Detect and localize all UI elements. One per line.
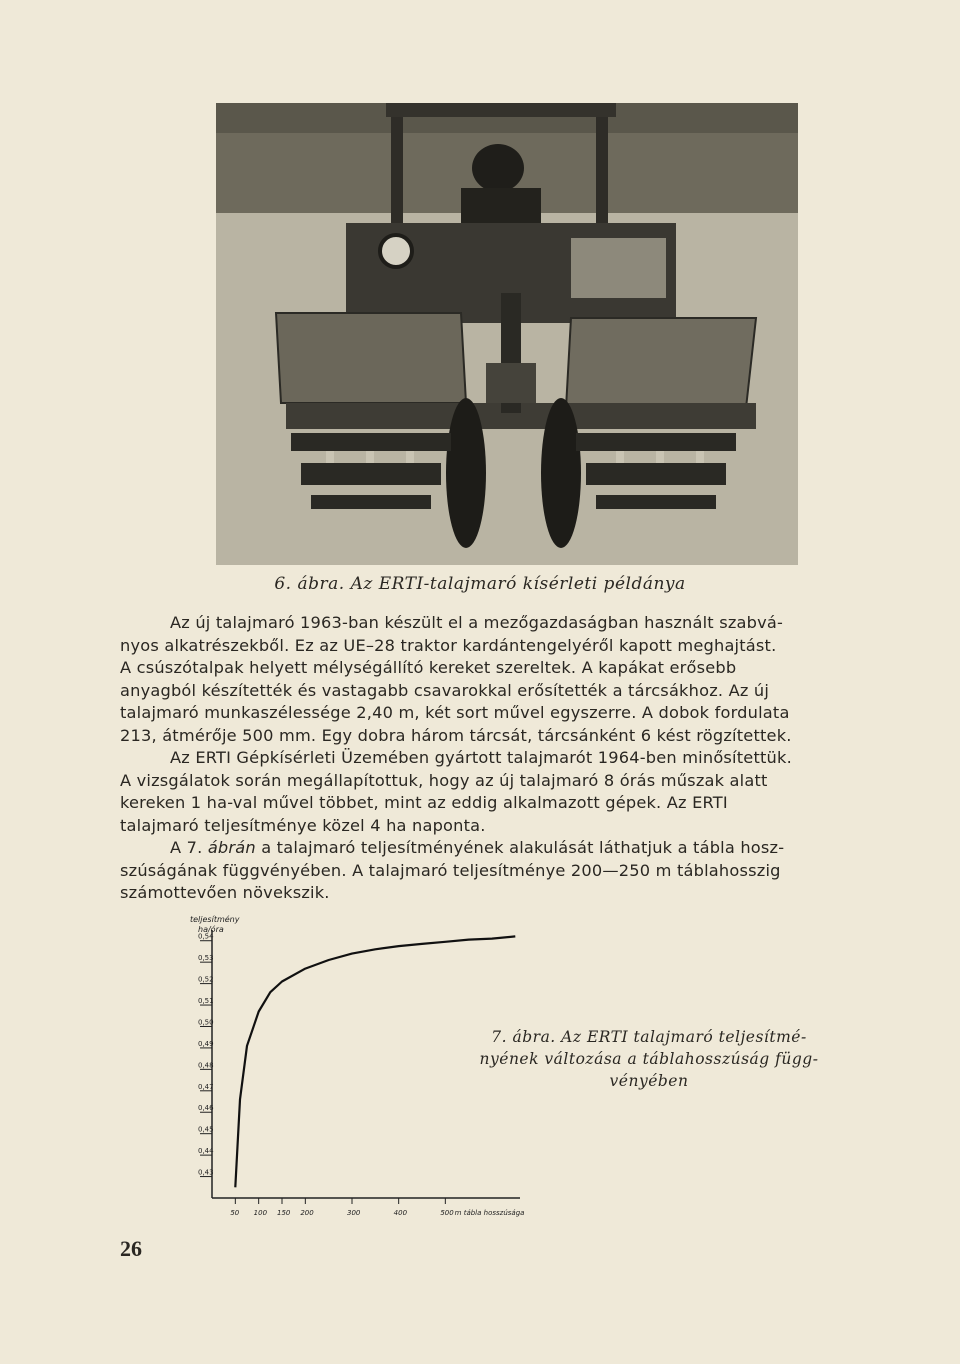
- paragraph-line: anyagból készítették és vastagabb csavarokkal erősítették a tárcsákhoz. Az új: [120, 680, 770, 700]
- y-tick-label: 0,44: [198, 1147, 214, 1156]
- text-run: a talajmaró teljesítményének alakulását láthatjuk a tábla hosz-: [255, 838, 785, 857]
- paragraph-line: talajmaró munkaszélessége 2,40 m, két sort művel egyszerre. A dobok fordulata: [120, 703, 790, 722]
- y-tick-label: 0,43: [198, 1168, 214, 1177]
- x-tick-label: 400: [393, 1209, 408, 1217]
- tractor-tiller-image: [216, 103, 798, 565]
- figure-7-caption: [464, 1026, 834, 1092]
- x-tick-label: 50: [230, 1209, 240, 1217]
- paragraph-line: nyos alkatrészekből. Ez az UE–28 traktor kardántengelyéről kapott meghajtást.: [120, 635, 777, 655]
- y-tick-label: 0,50: [198, 1018, 214, 1027]
- y-tick-label: 0,49: [198, 1039, 214, 1048]
- paragraph-line: szúságának függvényében. A talajmaró teljesítménye 200—250 m táblahosszig: [120, 860, 781, 880]
- paragraph-line: Az új talajmaró 1963-ban készült el a mezőgazdaságban használt szabvá-: [170, 613, 784, 632]
- text-run-italic: ábrán: [207, 838, 256, 857]
- y-axis-label: teljesítmény: [190, 915, 240, 924]
- x-axis-label: m tábla hosszúsága: [454, 1209, 525, 1217]
- paragraph-line: kereken 1 ha-val művel többet, mint az eddig alkalmazott gépek. Az ERTI: [120, 793, 728, 812]
- x-tick-label: 150: [277, 1209, 291, 1217]
- x-tick-label: 100: [253, 1209, 268, 1217]
- x-tick-label: 500: [440, 1209, 454, 1217]
- x-tick-label: 200: [300, 1209, 314, 1217]
- y-tick-label: 0,53: [198, 954, 214, 963]
- paragraph-line: 213, átmérője 500 mm. Egy dobra három tárcsát, tárcsánként 6 kést rögzítettek.: [120, 725, 792, 745]
- figure-6-caption: [0, 574, 960, 594]
- y-tick-label: 0,47: [198, 1082, 214, 1091]
- paragraph-line: Az ERTI Gépkísérleti Üzemében gyártott talajmarót 1964-ben minősítettük.: [170, 748, 792, 767]
- page-number: 26: [120, 1236, 142, 1261]
- y-axis-label-unit: ha/óra: [198, 925, 224, 934]
- y-tick-label: 0,48: [198, 1061, 214, 1070]
- y-tick-label: 0,51: [198, 997, 214, 1006]
- figure-7-caption-line: 7. ábra. Az ERTI talajmaró teljesítmé-: [491, 1028, 807, 1046]
- paragraph-line: A csúszótalpak helyett mélységállító kereket szereltek. A kapákat erősebb: [120, 658, 737, 677]
- paragraph-line: talajmaró teljesítménye közel 4 ha naponta.: [120, 815, 486, 835]
- figure-7-caption-line: nyének változása a táblahosszúság függ-: [479, 1050, 819, 1068]
- y-tick-label: 0,45: [198, 1125, 214, 1134]
- figure-6-photo: [216, 103, 798, 565]
- paragraph-line: A vizsgálatok során megállapítottuk, hogy az új talajmaró 8 órás műszak alatt: [120, 770, 768, 790]
- paragraph-line: [120, 837, 896, 860]
- figure-6-caption-number: 6. ábra.: [274, 574, 345, 594]
- paragraph-line: számottevően növekszik.: [120, 883, 330, 902]
- y-tick-label: 0,52: [198, 975, 214, 984]
- text-run: A 7.: [170, 838, 208, 857]
- figure-6-caption-text: Az ERTI-talajmaró kísérleti példánya: [350, 574, 686, 594]
- figure-7-caption-line: vényében: [609, 1072, 689, 1090]
- y-tick-label: 0,46: [198, 1104, 214, 1113]
- body-text: [120, 612, 896, 905]
- x-tick-label: 300: [347, 1209, 361, 1217]
- y-tick-label: 0,54: [198, 932, 214, 941]
